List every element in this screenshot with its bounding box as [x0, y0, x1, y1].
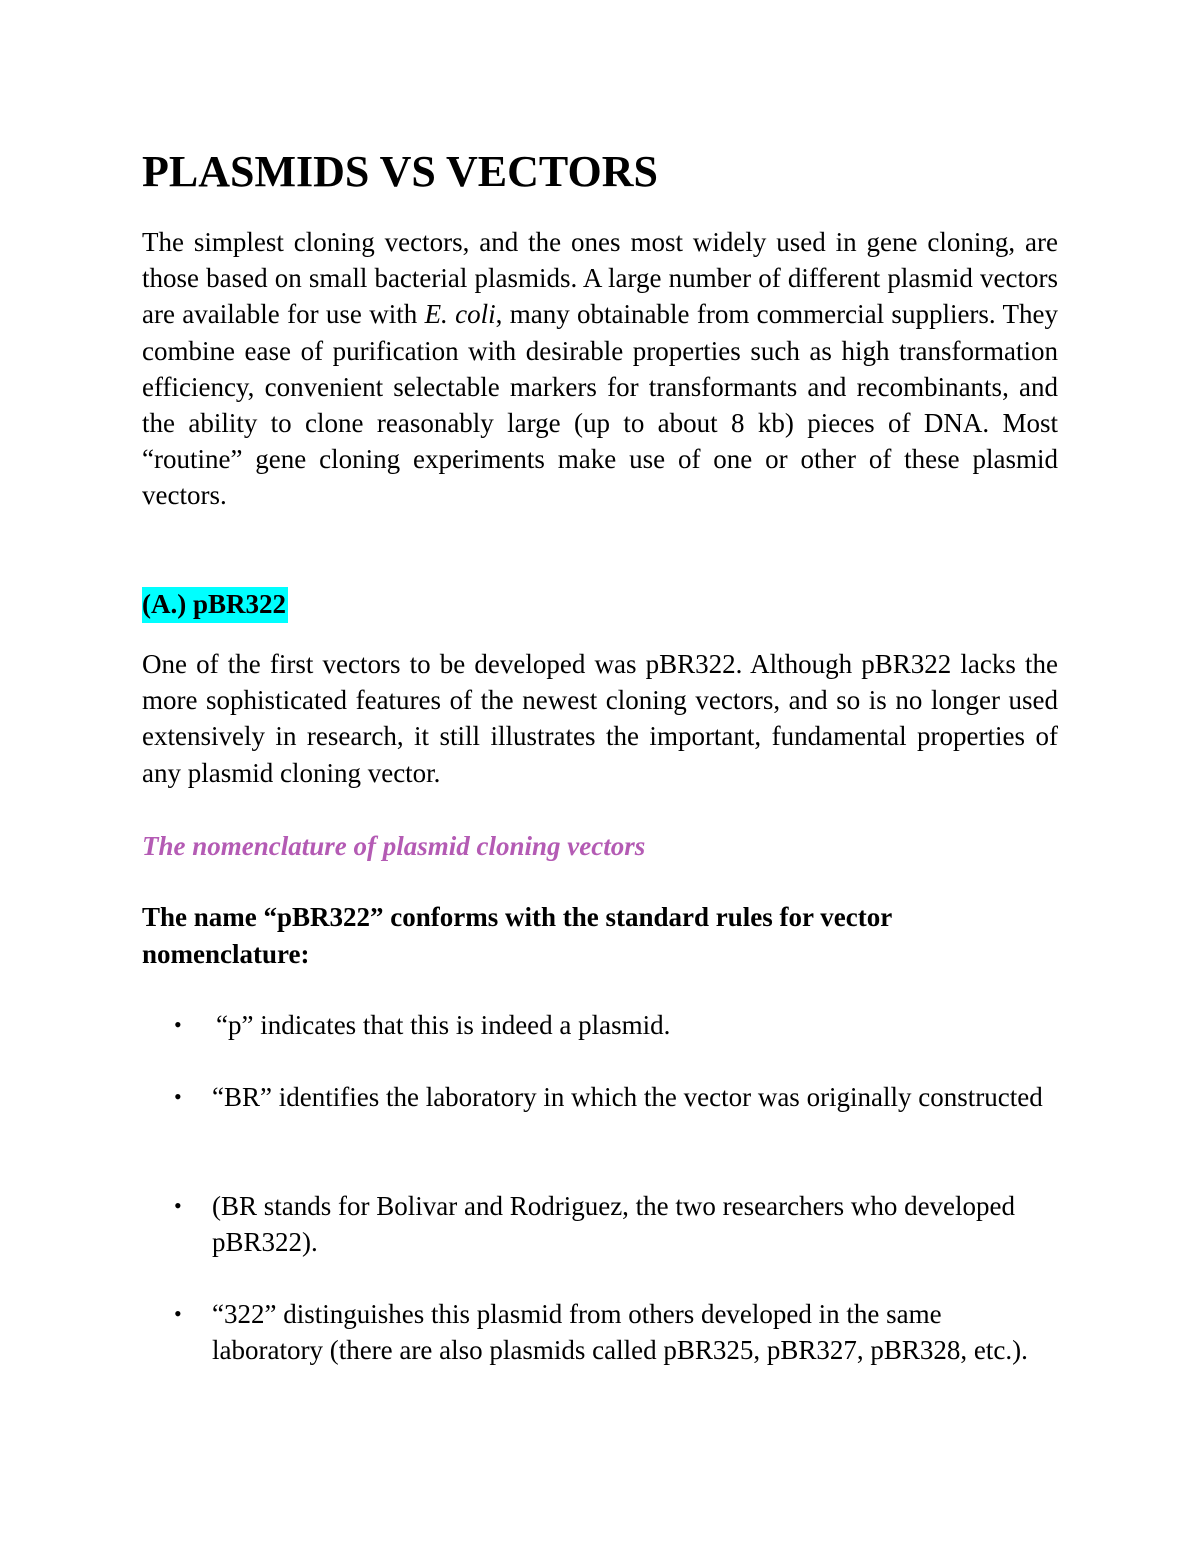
- list-item-text: “p” indicates that this is indeed a plasmid.: [216, 1010, 671, 1040]
- intro-paragraph: [142, 224, 1058, 514]
- species-name: E. coli: [424, 299, 496, 330]
- intro-text-start: The simplest cloning vectors, and the ones most widely used in gene cloning, are those based on small bacterial plasmids. A large number of different plasmid vectors are available for use with: [142, 227, 1058, 330]
- list-item-text: “322” distinguishes this plasmid from others developed in the same laboratory (there are also plasmids called pBR325, pBR327, pBR328, etc.).: [212, 1299, 1028, 1365]
- section-paragraph: One of the first vectors to be developed was pBR322. Although pBR322 lacks the more sophisticated features of the newest cloning vectors, and so is no longer used extensively in research, it still illustrates the important, fundamental properties of any plasmid cloning vector.: [142, 649, 1058, 788]
- section-heading: [142, 586, 288, 622]
- sub-heading: The nomenclature of plasmid cloning vectors: [142, 831, 646, 861]
- bullet-icon: •: [174, 1301, 182, 1326]
- bullet-icon: •: [174, 1084, 182, 1109]
- section-heading-highlight: (A.) pBR322: [142, 587, 288, 623]
- bullet-icon: •: [174, 1012, 182, 1037]
- page-title: PLASMIDS VS VECTORS: [142, 147, 658, 196]
- intro-text-end: , many obtainable from commercial suppliers. They combine ease of purification with desirable properties such as high transformation efficiency, convenient selectable markers for transformants and recombinants, and the ability to clone reasonably large (up to about 8 kb) pieces of DNA. Most “routine” gene cloning experiments make use of one or other of these plasmid vectors.: [142, 299, 1059, 511]
- bullet-icon: •: [174, 1193, 182, 1218]
- nomenclature-intro: The name “pBR322” conforms with the standard rules for vector nomenclature:: [142, 902, 892, 969]
- list-item-text: “BR” identifies the laboratory in which the vector was originally constructed: [212, 1082, 1043, 1112]
- list-item-text: (BR stands for Bolivar and Rodriguez, the two researchers who developed pBR322).: [212, 1191, 1016, 1257]
